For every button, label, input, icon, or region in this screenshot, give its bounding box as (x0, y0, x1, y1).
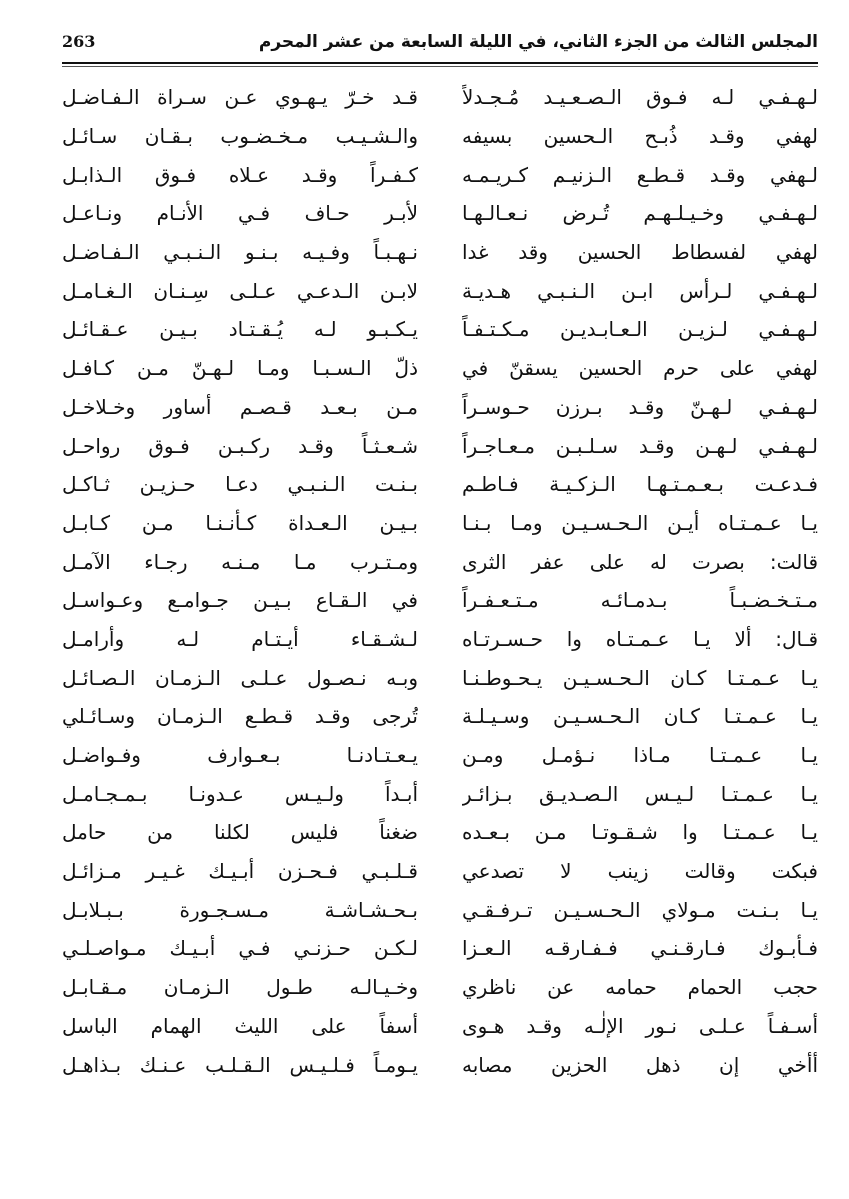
verse-line (62, 233, 818, 272)
verse-line (62, 852, 818, 891)
first-hemistich: يـا عـمـتـا كـان الـحـسـيـن وسـيـلـة (462, 704, 818, 729)
second-hemistich: يـعـتـادنـا بـعـوارف وفـواضـل (62, 743, 418, 768)
first-hemistich: لـهـفـي لـرأس ابـن الـنـبـي هـديـة (462, 278, 818, 303)
first-hemistich: يـا عـمـتـا لـيـس الـصـديـق بـزائـر (462, 781, 818, 806)
second-hemistich: قـد خـرّ يـهـوي عـن سـراة الـفـاضـل (62, 85, 418, 110)
first-hemistich: حجب الحمام حمامه عن ناظري (462, 975, 818, 1000)
second-hemistich: لـشـقـاء أيـتـام لـه وأرامـل (62, 626, 418, 651)
page-number: 263 (62, 32, 96, 51)
second-hemistich: أبـداً ولـيـس عـدونـا بـمـجـامـل (62, 781, 418, 806)
second-hemistich: يـكـبـو لـه يُـقـتـاد بـيـن عـقـائـل (62, 317, 418, 342)
second-hemistich: تُرجى وقـد قـطـع الـزمـان وسـائـلي (62, 704, 418, 729)
first-hemistich: لـهـفـي لـهـنّ وقـد بـرزن حـوسـراً (462, 394, 818, 419)
second-hemistich: قـلـبـي فـحـزن أبـيـك غـيـر مـزائـل (62, 859, 418, 884)
verse-line (62, 194, 818, 233)
second-hemistich: مـن بـعـد قـصـم أساور وخـلاخـل (62, 394, 418, 419)
second-hemistich: كـفـراً وقـد عـلاه فـوق الـذابـل (62, 162, 418, 187)
second-hemistich: بـحـشـاشـة مـسـجـورة بـبـلابـل (62, 897, 418, 922)
verse-line (62, 968, 818, 1007)
second-hemistich: في الـقـاع بـيـن جـوامـع وعـواسـل (62, 588, 418, 613)
poem (62, 78, 818, 1084)
second-hemistich: بـيـن الـعـداة كـأنـنـا مـن كـابـل (62, 510, 418, 535)
verse-line (62, 736, 818, 775)
second-hemistich: لـكـن حـزنـي فـي أبـيـك مـواصـلـي (62, 936, 418, 961)
second-hemistich: بـنـت الـنـبـي دعـا حـزيـن ثـاكـل (62, 472, 418, 497)
second-hemistich: شـعـثـاً وقـد ركـبـن فـوق رواحـل (62, 433, 418, 458)
first-hemistich: لـهـفـي لـه فـوق الـصـعـيـد مُـجـدلاً (462, 85, 818, 110)
verse-line (62, 581, 818, 620)
verse-line (62, 890, 818, 929)
verse-line (62, 620, 818, 659)
first-hemistich: لهفي لفسطاط الحسين وقد غدا (462, 240, 818, 265)
first-hemistich: لهفي على حرم الحسين يسقنّ في (462, 356, 818, 381)
first-hemistich: مـتـخـضـبـاً بـدمـائـه مـتـعـفـراً (462, 588, 818, 613)
first-hemistich: يـا عـمـتـاه أيـن الـحـسـيـن ومـا بـنـا (462, 510, 818, 535)
second-hemistich: وبـه نـصـول عـلـى الـزمـان الـصـائـل (62, 665, 418, 690)
verse-line (62, 774, 818, 813)
second-hemistich: والـشـيـب مـخـضـوب بـقـان سـائـل (62, 124, 418, 149)
verse-line (62, 388, 818, 427)
first-hemistich: فـأبـوك فـارقـنـي فـفـارقـه الـعـزا (462, 936, 818, 961)
verse-line (62, 504, 818, 543)
second-hemistich: وخـيـالـه طـول الـزمـان مـقـابـل (62, 975, 418, 1000)
verse-line (62, 658, 818, 697)
first-hemistich: لـهـفـي وخـيـلـهـم تُـرض نـعـالـهـا (462, 201, 818, 226)
second-hemistich: لابـن الـدعـي عـلـى سِـنـان الـغـامـل (62, 278, 418, 303)
first-hemistich: لـهـفـي لـهـن وقـد سـلـبـن مـعـاجـراً (462, 433, 818, 458)
verse-line (62, 929, 818, 968)
verse-line (62, 310, 818, 349)
verse-line (62, 426, 818, 465)
first-hemistich: لهفي وقـد ذُبـح الـحسين بسيفه (462, 124, 818, 149)
first-hemistich: قـال: ألا يـا عـمـتـاه وا حـسـرتـاه (462, 626, 818, 651)
verse-line (62, 697, 818, 736)
verse-line (62, 78, 818, 117)
verse-line (62, 155, 818, 194)
first-hemistich: أأخي إن ذهل الحزين مصابه (462, 1052, 818, 1077)
first-hemistich: لـهفي وقـد قـطـع الـزنيـم كـريـمـه (462, 162, 818, 187)
verse-line (62, 465, 818, 504)
second-hemistich: ومـتـرب مـا مـنـه رجـاء الآمـل (62, 549, 418, 574)
running-title: المجلس الثالث من الجزء الثاني، في الليلة السابعة من عشر المحرم (258, 32, 818, 52)
verse-line (62, 1045, 818, 1084)
first-hemistich: يـا عـمـتـا وا شـقـوتـا مـن بـعـده (462, 820, 818, 845)
verse-line (62, 542, 818, 581)
second-hemistich: ذلّ الـسـبـا ومـا لـهـنّ مـن كـافـل (62, 356, 418, 381)
first-hemistich: يـا عـمـتـا كـان الـحـسـيـن يـحـوطـنـا (462, 665, 818, 690)
first-hemistich: أسـفـاً عـلـى نـور الإلٰـه وقـد هـوى (462, 1013, 818, 1038)
verse-line (62, 117, 818, 156)
verse-line (62, 271, 818, 310)
second-hemistich: نـهـبـاً وفـيـه بـنـو الـنـبـي الـفـاضـل (62, 240, 418, 265)
first-hemistich: يـا بـنـت مـولاي الـحـسـيـن تـرفـقـي (462, 897, 818, 922)
header-rule (62, 62, 818, 64)
verse-line (62, 349, 818, 388)
page-header (62, 30, 818, 54)
first-hemistich: فـدعـت بـعـمـتـهـا الـزكـيـة فـاطـم (462, 472, 818, 497)
second-hemistich: لأبـر حـاف فـي الأنـام ونـاعـل (62, 201, 418, 226)
verse-line (62, 813, 818, 852)
second-hemistich: أسفاً على الليث الهمام الباسل (62, 1013, 418, 1038)
first-hemistich: فبكت وقالت زينب لا تصدعي (462, 859, 818, 884)
first-hemistich: يـا عـمـتـا مـاذا نـؤمـل ومـن (462, 743, 818, 768)
second-hemistich: يـومـاً فـلـيـس الـقـلـب عـنـك بـذاهـل (62, 1052, 418, 1077)
verse-line (62, 1007, 818, 1046)
second-hemistich: ضغناً فليس لكلنا من حامل (62, 820, 418, 845)
first-hemistich: قالت: بصرت له على عفر الثرى (462, 549, 818, 574)
first-hemistich: لـهـفـي لـزيـن الـعـابـديـن مـكـتـفـاً (462, 317, 818, 342)
